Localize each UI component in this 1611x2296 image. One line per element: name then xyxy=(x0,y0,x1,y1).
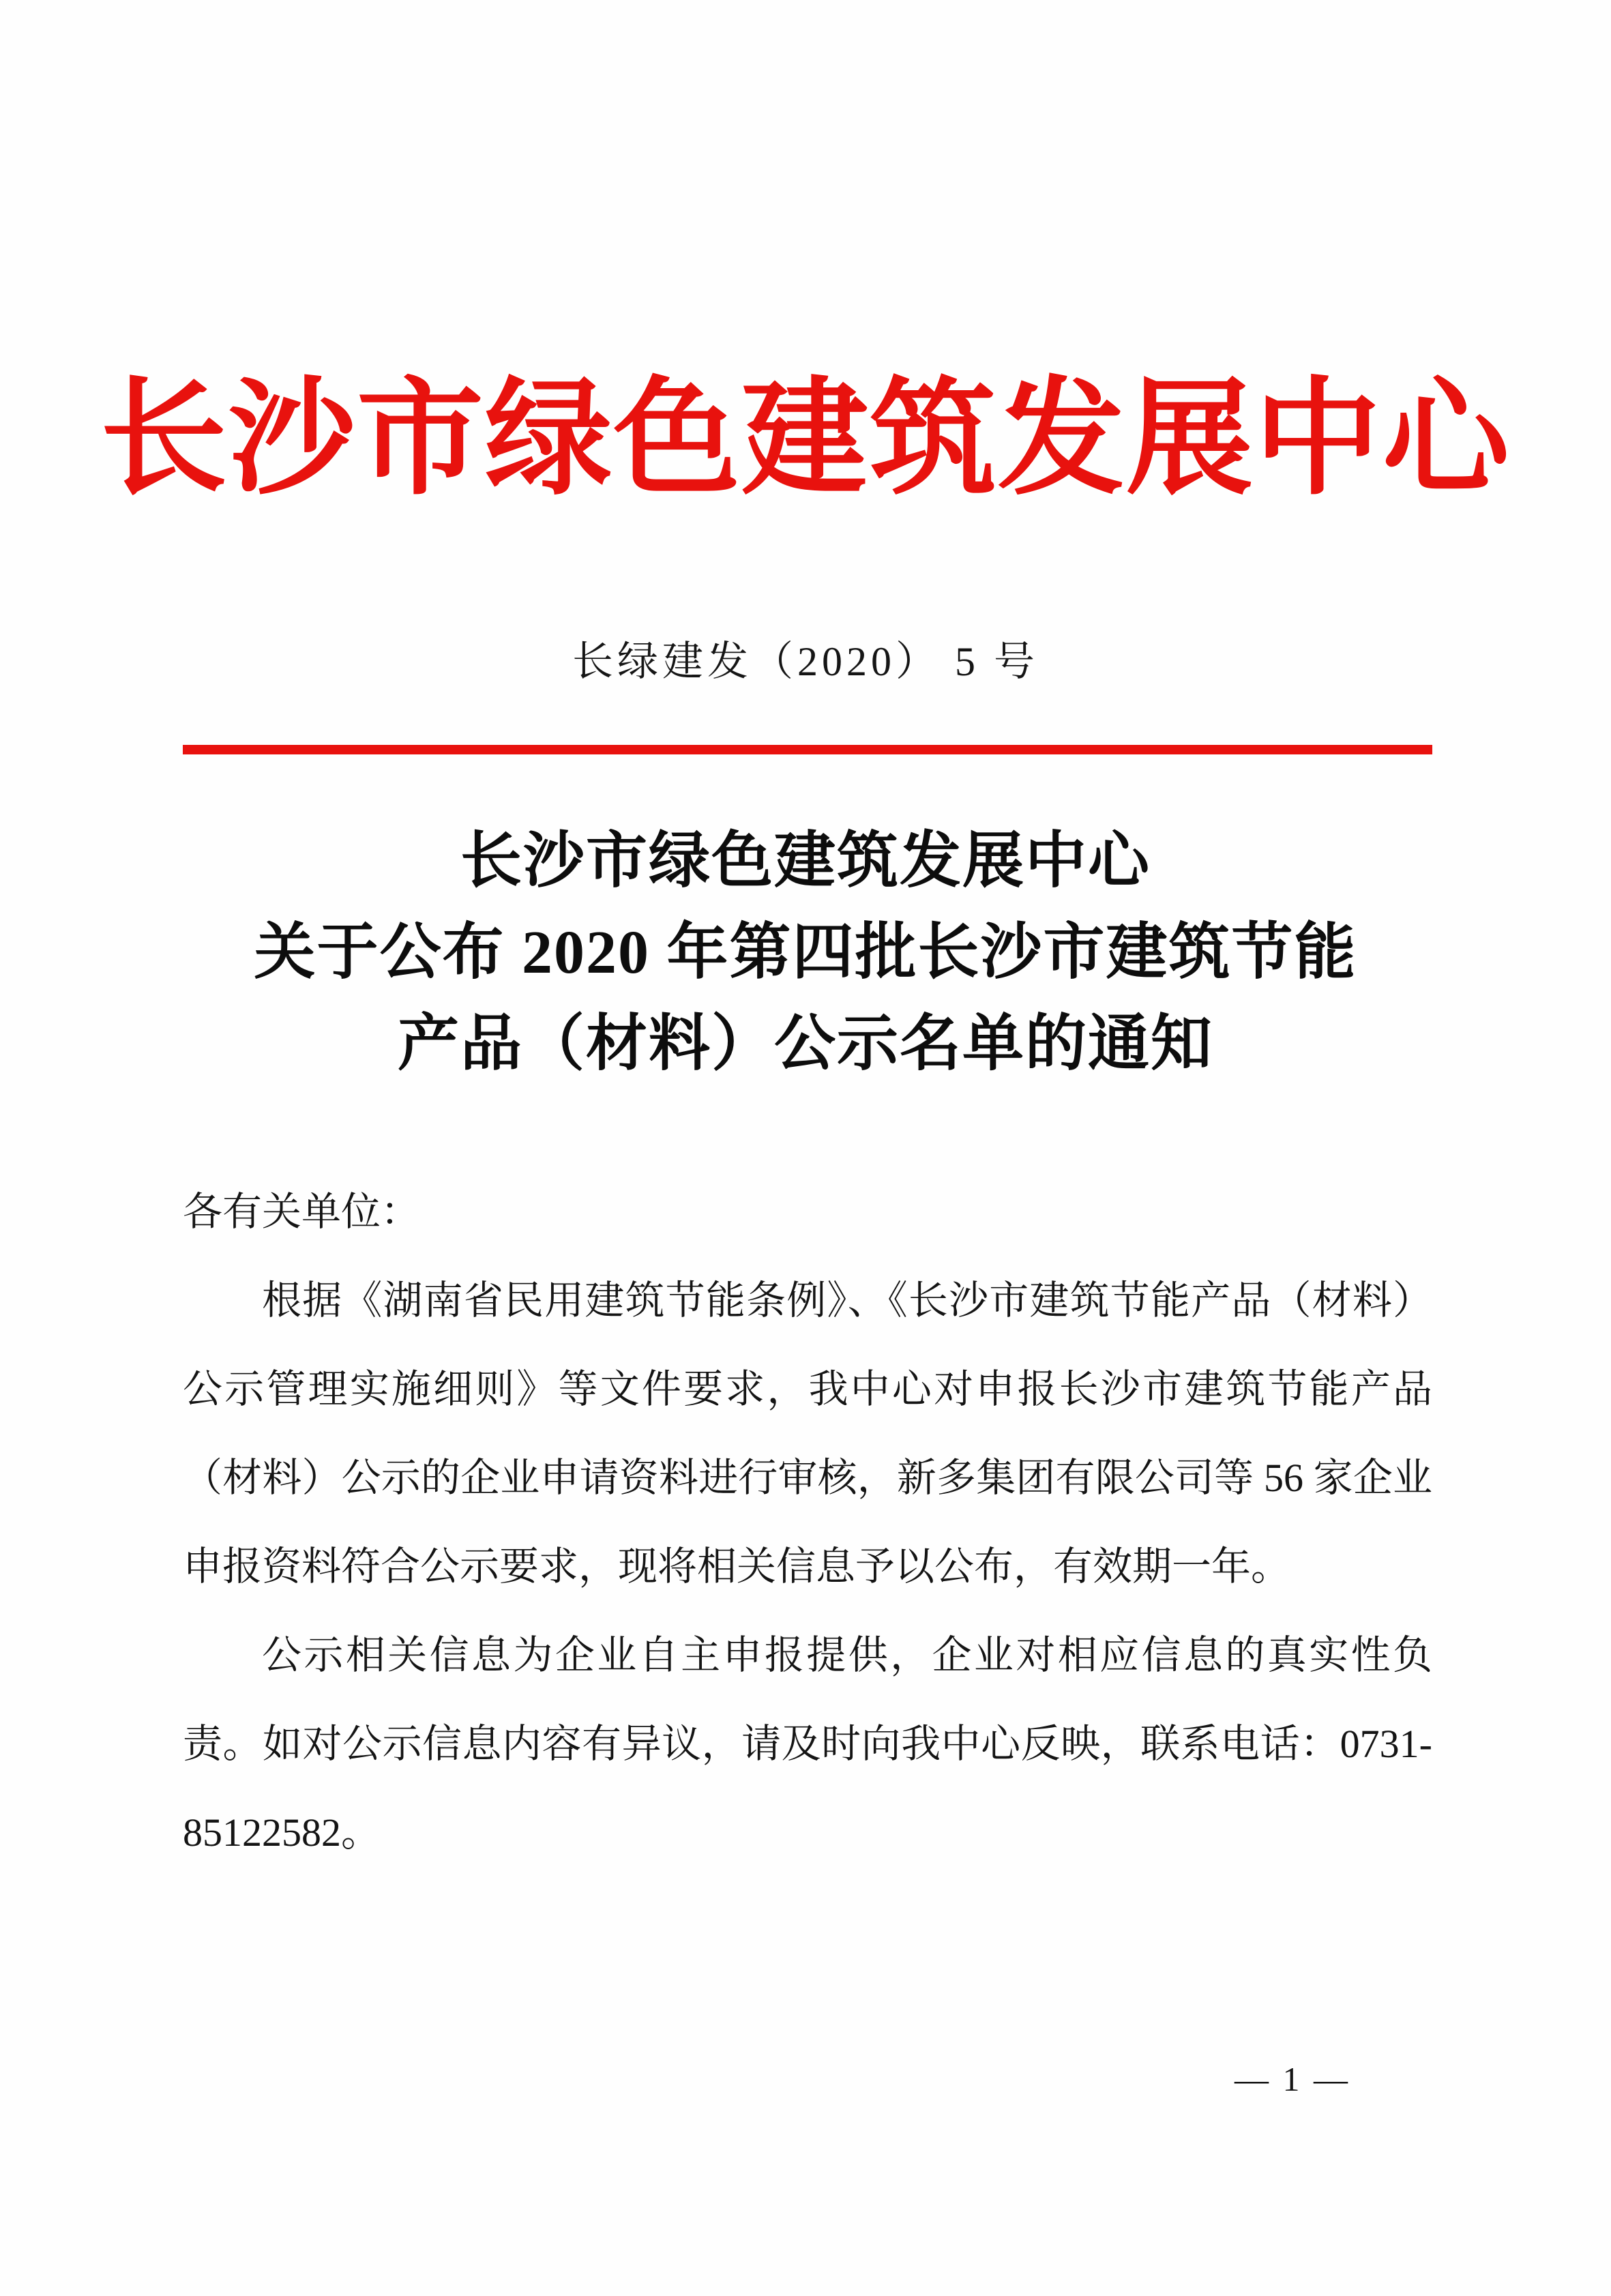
notice-title-line-1: 长沙市绿色建筑发展中心 xyxy=(460,827,1151,895)
salutation: 各有关单位： xyxy=(183,1190,421,1234)
body-text xyxy=(183,1168,1432,1877)
doc-number: 长绿建发（2020） 5 号 xyxy=(572,639,1039,684)
paragraph-2: 公示相关信息为企业自主申报提供，企业对相应信息的真实性负责。如对公示信息内容有异议，请及时向我中心反映，联系电话：0731-85122582。 xyxy=(183,1633,1432,1855)
notice-title xyxy=(0,816,1611,1090)
paragraph-1: 根据《湖南省民用建筑节能条例》、《长沙市建筑节能产品（材料）公示管理实施细则》等文件要求，我中心对申报长沙市建筑节能产品（材料）公示的企业申请资料进行审核，新多集团有限公司等 56 家企业申报资料符合公示要求，现将相关信息予以公布，有效期一年。 xyxy=(183,1278,1432,1589)
notice-title-line-3: 产品（材料）公示名单的通知 xyxy=(398,1010,1213,1078)
red-divider-line xyxy=(183,745,1432,754)
page-number: — 1 — xyxy=(1235,2060,1350,2098)
notice-title-line-2: 关于公布 2020 年第四批长沙市建筑节能 xyxy=(254,919,1357,986)
org-title: 长沙市绿色建筑发展中心 xyxy=(100,370,1511,510)
